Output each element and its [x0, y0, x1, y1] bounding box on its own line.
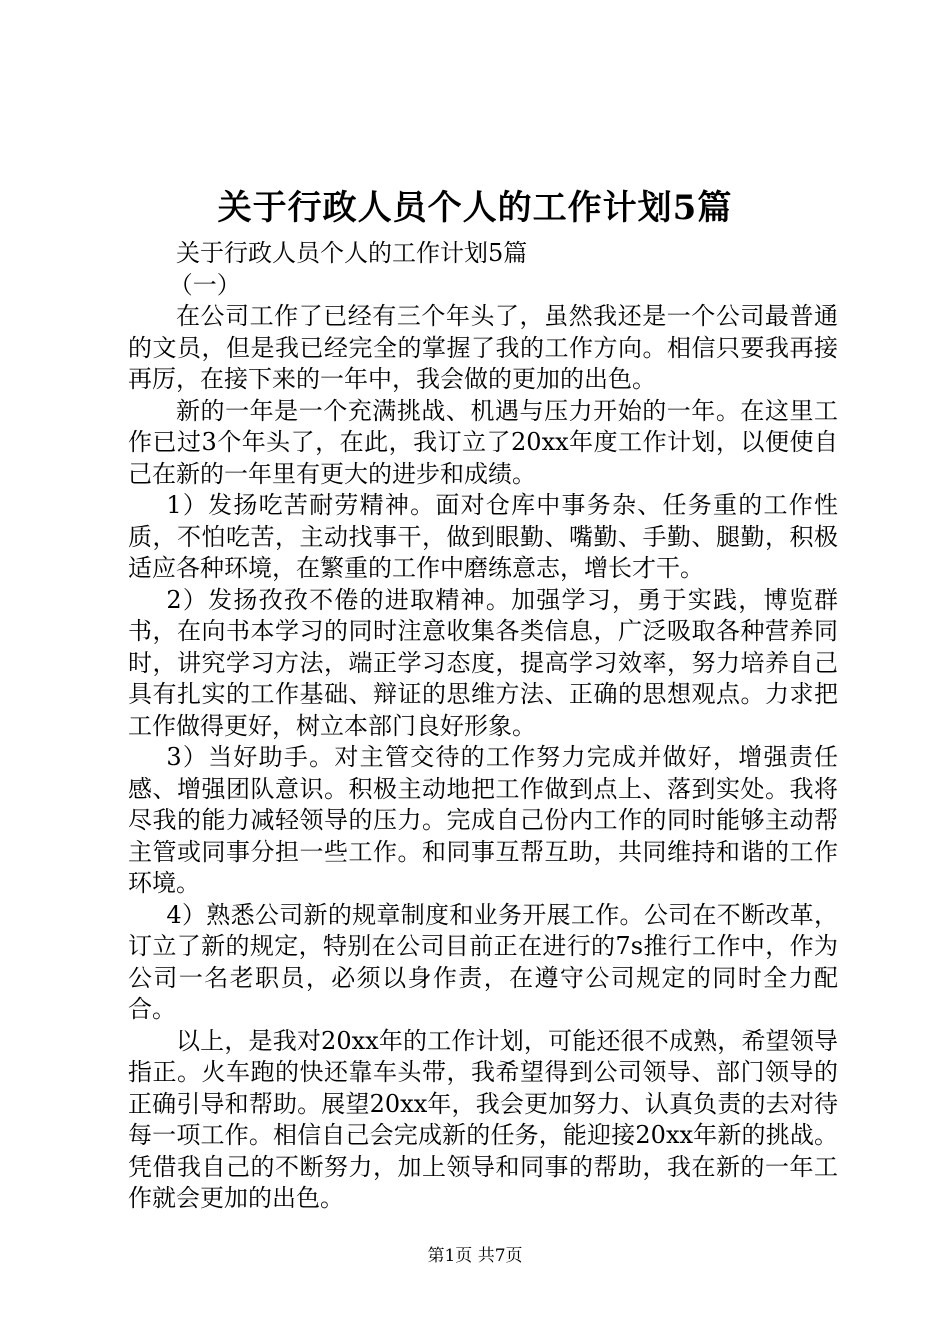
paragraph-new-year: 新的一年是一个充满挑战、机遇与压力开始的一年。在这里工作已过3个年头了，在此，我订立了20xx年度工作计划，以便使自己在新的一年里有更大的进步和成绩。: [128, 396, 838, 488]
paragraph-item-1: 1）发扬吃苦耐劳精神。面对仓库中事务杂、任务重的工作性质，不怕吃苦，主动找事干，做到眼勤、嘴勤、手勤、腿勤，积极适应各种环境，在繁重的工作中磨练意志，增长才干。: [128, 491, 838, 582]
paragraph-intro: 在公司工作了已经有三个年头了，虽然我还是一个公司最普通的文员，但是我已经完全的掌握了我的工作方向。相信只要我再接再厉，在接下来的一年中，我会做的更加的出色。: [128, 302, 838, 393]
page-number-footer: 第1页 共7页: [427, 1246, 523, 1266]
section-marker: （一）: [168, 270, 241, 299]
paragraph-item-2: 2）发扬孜孜不倦的进取精神。加强学习，勇于实践，博览群书，在向书本学习的同时注意收集各类信息，广泛吸取各种营养同时，讲究学习方法，端正学习态度，提高学习效率，努力培养自己具有扎实的工作基础、辩证的思维方法、正确的思想观点。力求把工作做得更好，树立本部门良好形象。: [128, 585, 838, 740]
paragraph-item-4: 4）熟悉公司新的规章制度和业务开展工作。公司在不断改革，订立了新的规定，特别在公司目前正在进行的7s推行工作中，作为公司一名老职员，必须以身作责，在遵守公司规定的同时全力配合。: [128, 900, 838, 1023]
document-body: [128, 238, 838, 1215]
paragraph-conclusion: 以上，是我对20xx年的工作计划，可能还很不成熟，希望领导指正。火车跑的快还靠车头带，我希望得到公司领导、部门领导的正确引导和帮助。展望20xx年，我会更加努力、认真负责的去对待每一项工作。相信自己会完成新的任务，能迎接20xx年新的挑战。凭借我自己的不断努力，加上领导和同事的帮助，我在新的一年工作就会更加的出色。: [128, 1026, 838, 1212]
document-subtitle: 关于行政人员个人的工作计划5篇: [176, 239, 528, 267]
document-title: 关于行政人员个人的工作计划5篇: [217, 188, 733, 228]
paragraph-item-3: 3）当好助手。对主管交待的工作努力完成并做好，增强责任感、增强团队意识。积极主动地把工作做到点上、落到实处。我将尽我的能力减轻领导的压力。完成自己份内工作的同时能够主动帮主管或同事分担一些工作。和同事互帮互助，共同维持和谐的工作环境。: [128, 743, 838, 897]
